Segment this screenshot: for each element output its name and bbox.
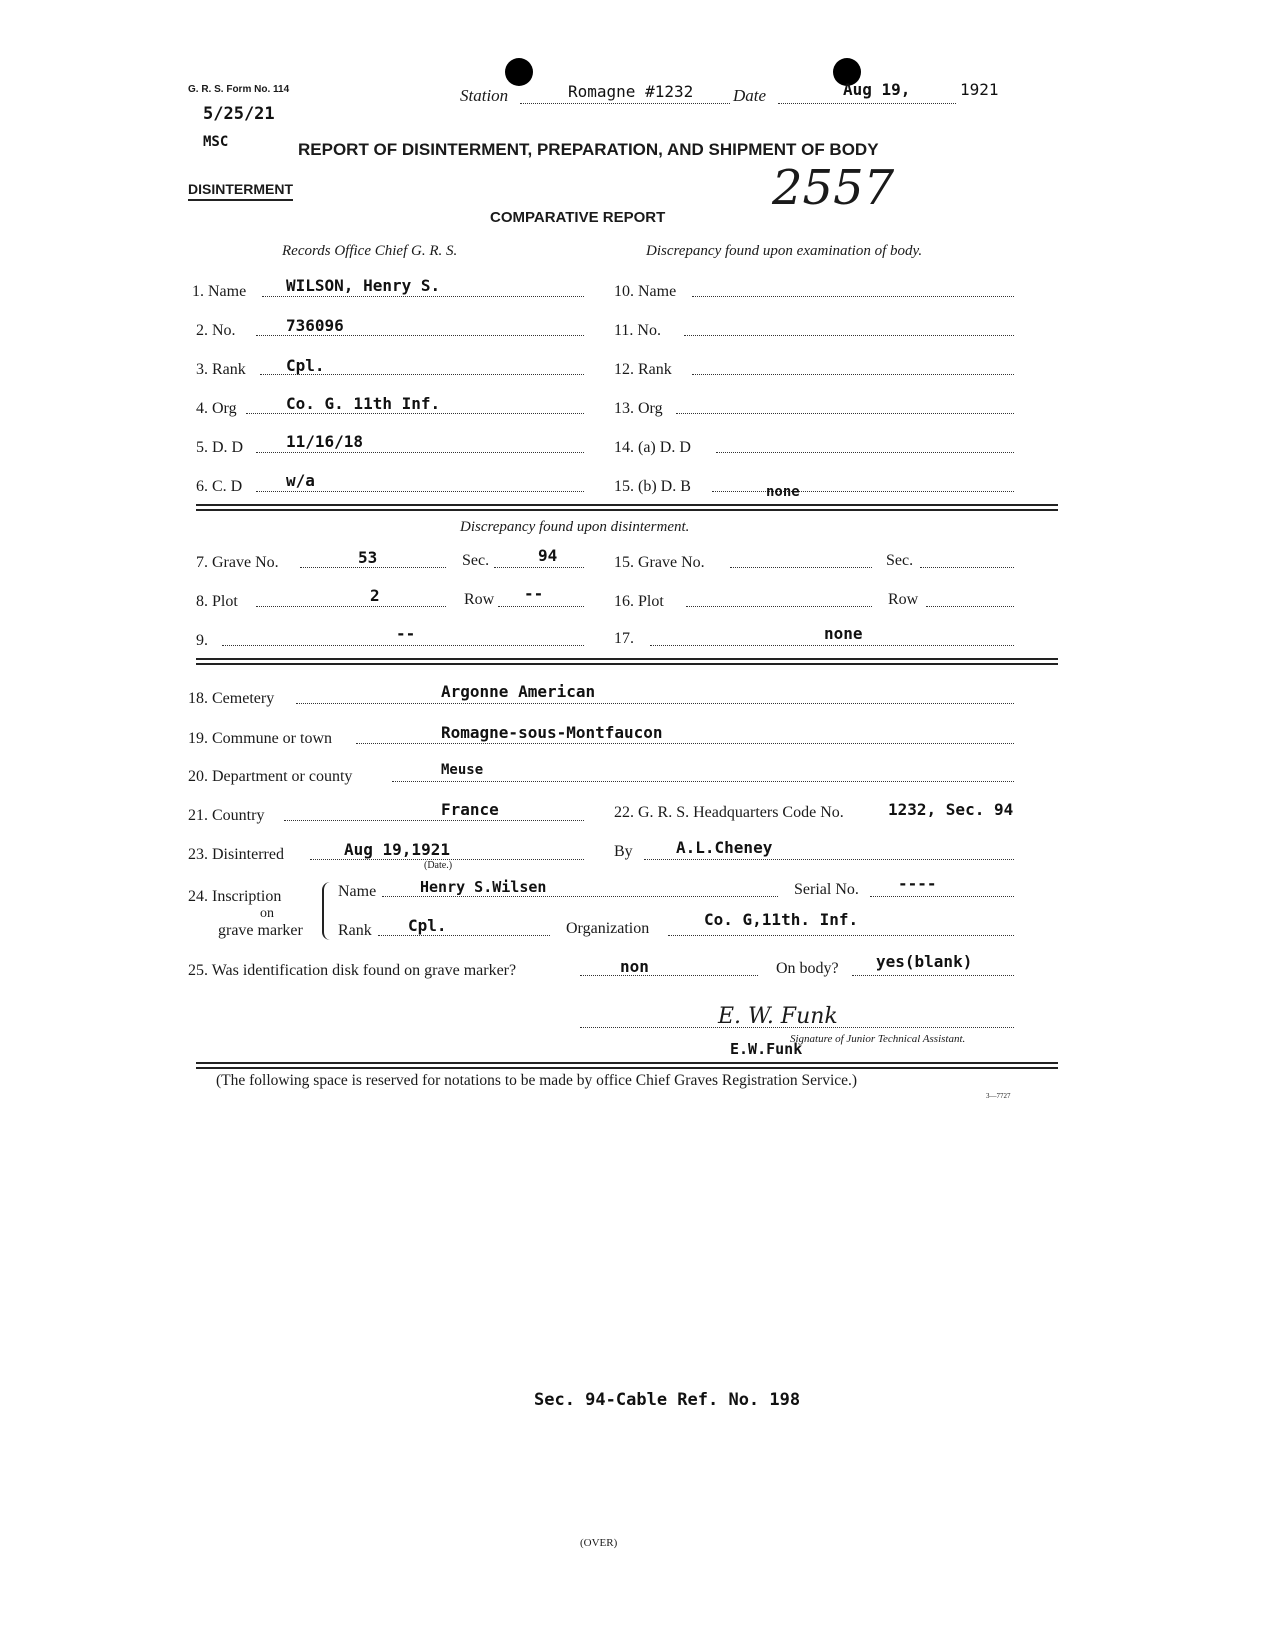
punch-hole-left <box>505 58 533 86</box>
field-20-label: 20. Department or county <box>188 768 353 785</box>
section-heading: DISINTERMENT <box>188 181 293 201</box>
handwritten-signature: E. W. Funk <box>718 1004 838 1029</box>
field-21-label: 21. Country <box>188 807 265 824</box>
signatory-name: E.W.Funk <box>730 1040 803 1058</box>
date-value: Aug 19, <box>843 80 911 99</box>
brace <box>322 882 332 940</box>
field-12-label: 12. Rank <box>614 361 672 378</box>
section-2-label: Sec. <box>886 552 914 569</box>
inscription-rank-label: Rank <box>338 922 372 939</box>
by-value: A.L.Cheney <box>676 838 773 857</box>
field-14-label: 14. (a) D. D <box>614 439 691 456</box>
inscription-name-label: Name <box>338 883 377 900</box>
on-body-value: yes(blank) <box>876 952 973 971</box>
disinterment-discrepancy-heading: Discrepancy found upon disinterment. <box>460 519 690 535</box>
commune-value: Romagne-sous-Montfaucon <box>441 723 663 742</box>
field-24-label-marker: grave marker <box>218 922 303 939</box>
inscription-name-value: Henry S.Wilsen <box>420 878 547 896</box>
divider-3 <box>196 1062 1058 1069</box>
cable-reference: Sec. 94-Cable Ref. No. 198 <box>534 1390 801 1410</box>
left-column-heading: Records Office Chief G. R. S. <box>282 243 458 259</box>
form-number: G. R. S. Form No. 114 <box>188 84 290 95</box>
section-value: 94 <box>538 546 558 565</box>
small-code: 3—7727 <box>986 1092 1011 1100</box>
name-value: WILSON, Henry S. <box>286 276 441 295</box>
field-24-label: 24. Inscription <box>188 888 282 905</box>
field-13-label: 13. Org <box>614 400 663 417</box>
subtitle: COMPARATIVE REPORT <box>490 209 666 226</box>
field-1-label: 1. Name <box>192 283 247 300</box>
org-value: Co. G. 11th Inf. <box>286 394 441 413</box>
field-17-value: none <box>824 624 863 643</box>
handwritten-number: 2557 <box>772 160 895 216</box>
field-15b-label: 15. Grave No. <box>614 554 705 571</box>
disinterred-date-value: Aug 19,1921 <box>344 840 450 859</box>
field-6-label: 6. C. D <box>196 478 243 495</box>
department-value: Meuse <box>441 762 484 778</box>
station-label: Station <box>460 86 509 105</box>
field-18-label: 18. Cemetery <box>188 690 275 707</box>
page-title: REPORT OF DISINTERMENT, PREPARATION, AND SHIPMENT OF BODY <box>298 140 879 159</box>
date-stamp: 5/25/21 <box>203 104 275 124</box>
field-16-label: 16. Plot <box>614 593 664 610</box>
on-body-label: On body? <box>776 960 839 977</box>
year-value: 1921 <box>960 80 999 99</box>
initials: MSC <box>203 134 229 150</box>
inscription-rank-value: Cpl. <box>408 916 447 935</box>
date-caption: (Date.) <box>424 860 453 871</box>
field-4-label: 4. Org <box>196 400 237 417</box>
field-25-value: non <box>620 957 649 976</box>
field-9-value: -- <box>396 624 416 643</box>
grave-number-value: 53 <box>358 548 378 567</box>
field-9-label: 9. <box>196 632 208 649</box>
number-value: 736096 <box>286 316 344 335</box>
over-notice: (OVER) <box>580 1537 618 1549</box>
field-5-label: 5. D. D <box>196 439 244 456</box>
divider-2 <box>196 658 1058 665</box>
field-2-label: 2. No. <box>196 322 236 339</box>
serial-label: Serial No. <box>794 881 859 898</box>
headquarters-code-value: 1232, Sec. 94 <box>888 800 1014 819</box>
organization-value: Co. G,11th. Inf. <box>704 910 859 929</box>
field-19-label: 19. Commune or town <box>188 730 332 747</box>
divider <box>196 504 1058 511</box>
right-column-heading: Discrepancy found upon examination of body. <box>646 243 923 259</box>
rank-value: Cpl. <box>286 356 325 375</box>
field-15-value: none <box>766 484 800 500</box>
field-25-label: 25. Was identification disk found on grave marker? <box>188 962 517 979</box>
serial-value: ---- <box>898 874 937 893</box>
country-value: France <box>441 800 499 819</box>
field-17-label: 17. <box>614 630 634 647</box>
field-7-label: 7. Grave No. <box>196 554 279 571</box>
cause-of-death-value: w/a <box>286 471 315 490</box>
field-24-label-on: on <box>260 906 274 921</box>
notation-notice: (The following space is reserved for notations to be made by office Chief Graves Registration Service.) <box>216 1072 858 1089</box>
field-23-label: 23. Disinterred <box>188 846 284 863</box>
section-label: Sec. <box>462 552 490 569</box>
field-15-label: 15. (b) D. B <box>614 478 691 495</box>
field-11-label: 11. No. <box>614 322 661 339</box>
field-22-label: 22. G. R. S. Headquarters Code No. <box>614 804 844 821</box>
row-2-label: Row <box>888 591 919 608</box>
plot-value: 2 <box>370 586 380 605</box>
organization-label: Organization <box>566 920 650 937</box>
field-8-label: 8. Plot <box>196 593 238 610</box>
station-value: Romagne #1232 <box>568 82 694 101</box>
field-10-label: 10. Name <box>614 283 677 300</box>
row-label: Row <box>464 591 495 608</box>
date-of-death-value: 11/16/18 <box>286 432 364 451</box>
by-label: By <box>614 843 633 860</box>
signature-caption: Signature of Junior Technical Assistant. <box>790 1033 966 1045</box>
field-3-label: 3. Rank <box>196 361 246 378</box>
date-label: Date <box>733 86 767 105</box>
row-value: -- <box>524 584 544 603</box>
cemetery-value: Argonne American <box>441 682 596 701</box>
